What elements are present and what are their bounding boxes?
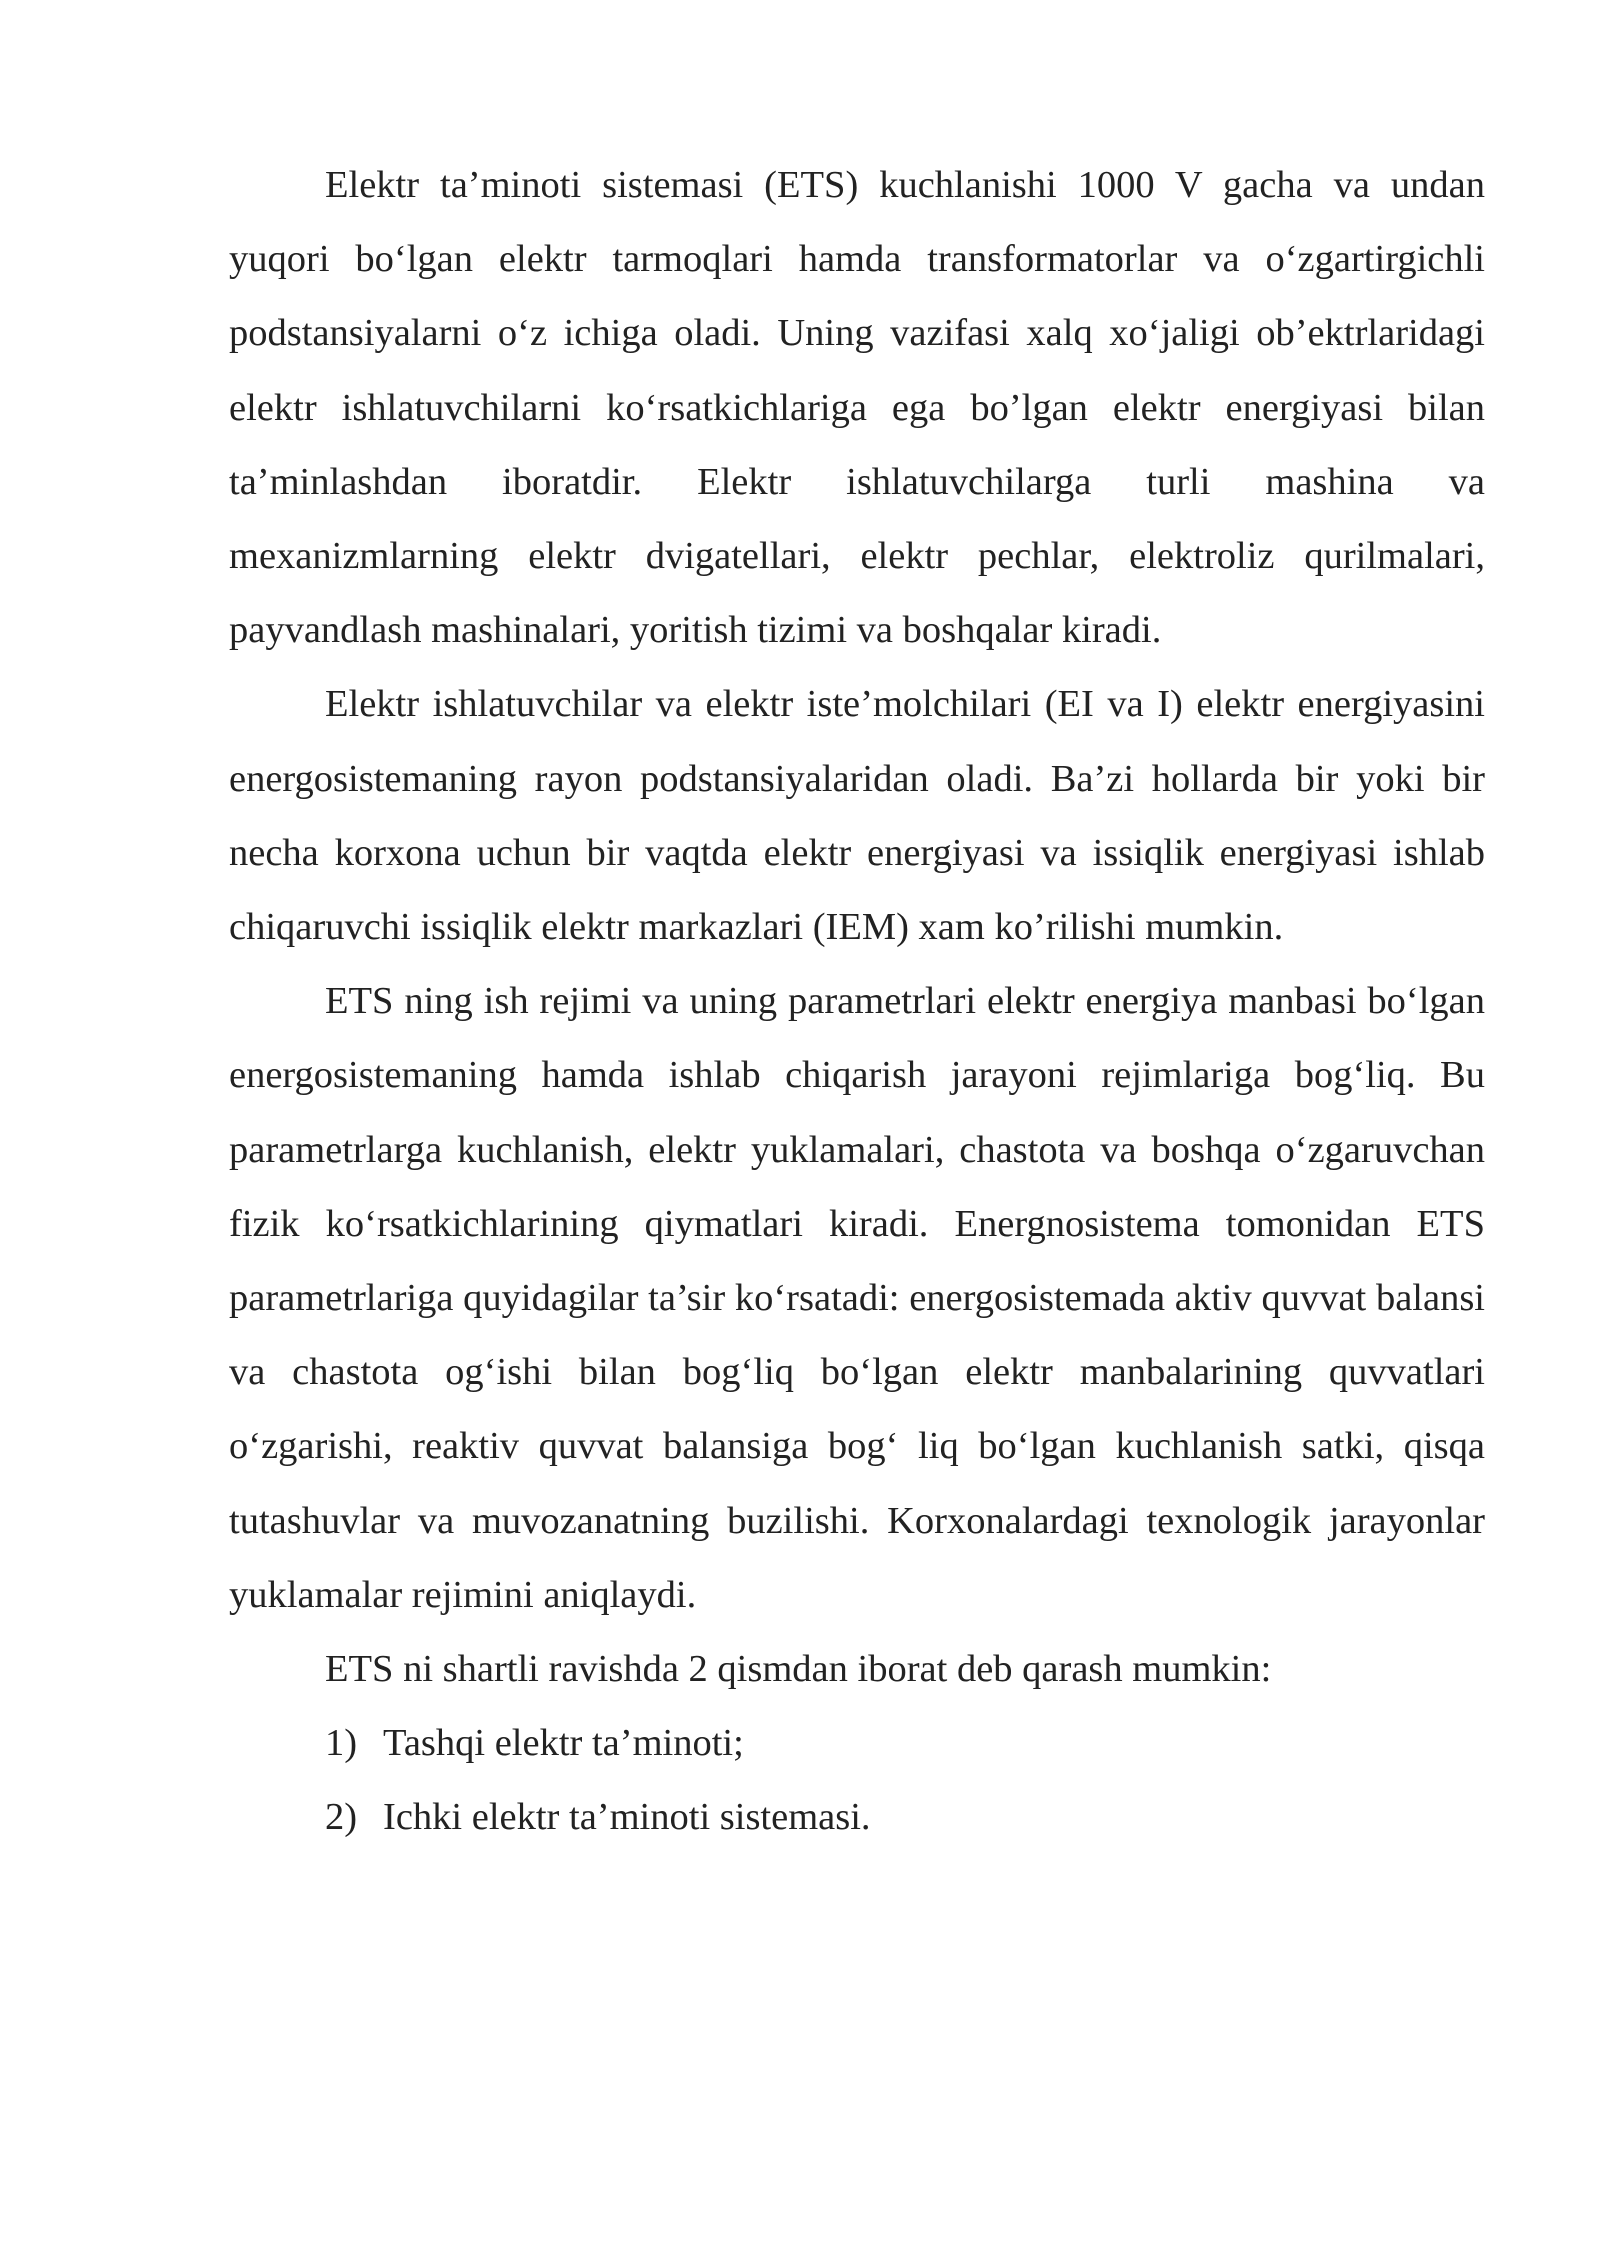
list-item-text: Tashqi elektr ta’minoti;: [383, 1722, 744, 1765]
list-item-text: Ichki elektr ta’minoti sistemasi.: [383, 1796, 871, 1839]
paragraph-ets-operating-mode: ETS ning ish rejimi va uning parametrlari elektr energiya manbasi boʻlgan energosistemaning hamda ishlab chiqarish jarayoni rejimlariga bogʻliq. Bu parametrlarga kuchlanish, elektr yuklamalari, chastota va boshqa oʻzgaruvchan fizik koʻrsatkichlarining qiymatlari kiradi. Energnosistema tomonidan ETS parametrlariga quyidagilar ta’sir koʻrsatadi: energosistemada aktiv quvvat balansi va chastota ogʻishi bilan bogʻliq boʻlgan elektr manbalarining quvvatlari oʻzgarishi, reaktiv quvvat balansiga bogʻ liq boʻlgan kuchlanish satki, qisqa tutashuvlar va muvozanatning buzilishi. Korxonalardagi texnologik jarayonlar yuklamalar rejimini aniqlaydi.: [229, 980, 1485, 1616]
list-item-number: 1): [325, 1722, 358, 1765]
list-item: [229, 1706, 1485, 1780]
paragraph-electric-consumers: Elektr ishlatuvchilar va elektr iste’molchilari (EI va I) elektr energiyasini energosistemaning rayon podstansiyalaridan oladi. Ba’zi hollarda bir yoki bir necha korxona uchun bir vaqtda elektr energiyasi va issiqlik energiyasi ishlab chiqaruvchi issiqlik elektr markazlari (IEM) xam ko’rilishi mumkin.: [229, 683, 1485, 949]
paragraph-ets-parts-intro: ETS ni shartli ravishda 2 qismdan iborat deb qarash mumkin:: [325, 1648, 1272, 1691]
paragraph-ets-definition: Elektr ta’minoti sistemasi (ETS) kuchlanishi 1000 V gacha va undan yuqori boʻlgan elektr tarmoqlari hamda transformatorlar va oʻzgartirgichli podstansiyalarni oʻz ichiga oladi. Uning vazifasi xalq xoʻjaligi ob’ektrlaridagi elektr ishlatuvchilarni koʻrsatkichlariga ega bo’lgan elektr energiyasi bilan ta’minlashdan iboratdir. Elektr ishlatuvchilarga turli mashina va mexanizmlarning elektr dvigatellari, elektr pechlar, elektroliz qurilmalari, payvandlash mashinalari, yoritish tizimi va boshqalar kiradi.: [229, 164, 1485, 652]
document-body: [229, 148, 1485, 1855]
list-item: [229, 1780, 1485, 1854]
list-item-number: 2): [325, 1796, 358, 1839]
